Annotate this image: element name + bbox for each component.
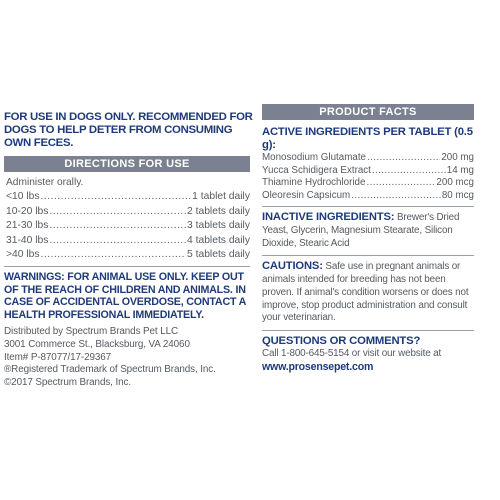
inactive-title: INACTIVE INGREDIENTS: [262,211,395,224]
divider [4,266,250,267]
left-column [4,111,254,389]
distributor-block [4,326,254,389]
directions-title: DIRECTIONS FOR USE [64,158,190,170]
ingredient-amount: 200 mg [441,152,474,163]
dose-weight: 21-30 lbs [6,220,49,232]
cautions-text: Safe use in pregnant animals or animals intended for breeding has not been proven. If animal's condition worsens or does not improve, stop product administration and consult your veterinarian. [262,261,469,324]
product-facts-header [262,104,474,120]
address: 3001 Commerce St., Blacksburg, VA 24060 [4,338,190,350]
divider [262,255,474,256]
right-column [262,104,474,373]
leader-dots [367,152,440,165]
leader-dots [41,248,187,263]
ingredient-amount: 80 mcg [441,189,474,201]
distributed-by: Distributed by Spectrum Brands Pet LLC [4,326,179,338]
dose-row [6,205,250,220]
dose-row [6,234,250,249]
dose-weight: <10 lbs [6,191,40,202]
warnings-text: WARNINGS: FOR ANIMAL USE ONLY. KEEP OUT OF THE REACH OF CHILDREN AND ANIMALS. IN CASE OF ACCIDENTAL OVERDOSE, CONTACT A HEALTH PROFESSIONAL IMMEDIATELY. [4,270,246,321]
ingredient-amount: 14 mg [446,164,474,176]
ingredient-name: Yucca Schidigera Extract [262,164,371,176]
dose-row [6,219,250,234]
inactive-ingredients [262,211,474,250]
directions-section [4,176,250,263]
directions-header [4,156,250,172]
dose-amount: 5 tablets daily [187,249,250,261]
product-facts-title: PRODUCT FACTS [319,106,417,118]
administer-text: Administer orally. [6,177,84,188]
ingredient-row [262,165,474,178]
item-number: Item# P-87077/17-29367 [4,351,112,363]
questions-title: QUESTIONS OR COMMENTS? [262,335,421,347]
trademark-notice: ®Registered Trademark of Spectrum Brands, Inc. [4,364,216,376]
dose-row [6,190,250,205]
dose-row [6,248,250,263]
ingredient-amount: 200 mcg [436,177,474,189]
questions-text: Call 1-800-645-5154 or visit our website at [262,348,442,359]
leader-dots [49,234,186,249]
dose-weight: >40 lbs [6,249,40,261]
divider [262,206,474,207]
questions-block [262,335,474,373]
leader-dots [49,205,186,220]
usage-headline: FOR USE IN DOGS ONLY. RECOMMENDED FOR DOGS TO HELP DETER FROM CONSUMING OWN FECES. [4,111,253,149]
website-link[interactable]: www.prosensepet.com [262,360,374,373]
dose-amount: 1 tablet daily [192,191,250,202]
ingredient-name: Oleoresin Capsicum [262,189,351,201]
ingredient-name: Thiamine Hydrochloride [262,177,366,189]
leader-dots [49,219,186,234]
ingredient-row [262,177,474,190]
leader-dots [366,177,435,190]
dose-weight: 10-20 lbs [6,205,49,217]
dose-amount: 3 tablets daily [187,220,250,232]
ingredient-row [262,152,474,165]
ingredient-name: Monosodium Glutamate [262,152,367,163]
dose-weight: 31-40 lbs [6,234,49,246]
leader-dots [372,165,446,178]
cautions [262,260,474,325]
copyright-notice: ©2017 Spectrum Brands, Inc. [4,376,131,388]
dose-amount: 4 tablets daily [187,234,250,246]
active-ingredients-list [262,152,474,202]
leader-dots [41,190,192,205]
leader-dots [351,190,441,203]
ingredient-row [262,190,474,203]
divider [262,330,474,331]
active-ingredients-title: ACTIVE INGREDIENTS PER TABLET (0.5 g): [262,126,473,151]
inactive-text: Brewer's Dried Yeast, Glycerin, Magnesium Stearate, Silicon Dioxide, Stearic Acid [262,212,460,249]
dose-amount: 2 tablets daily [187,205,250,217]
cautions-title: CAUTIONS: [262,260,323,273]
